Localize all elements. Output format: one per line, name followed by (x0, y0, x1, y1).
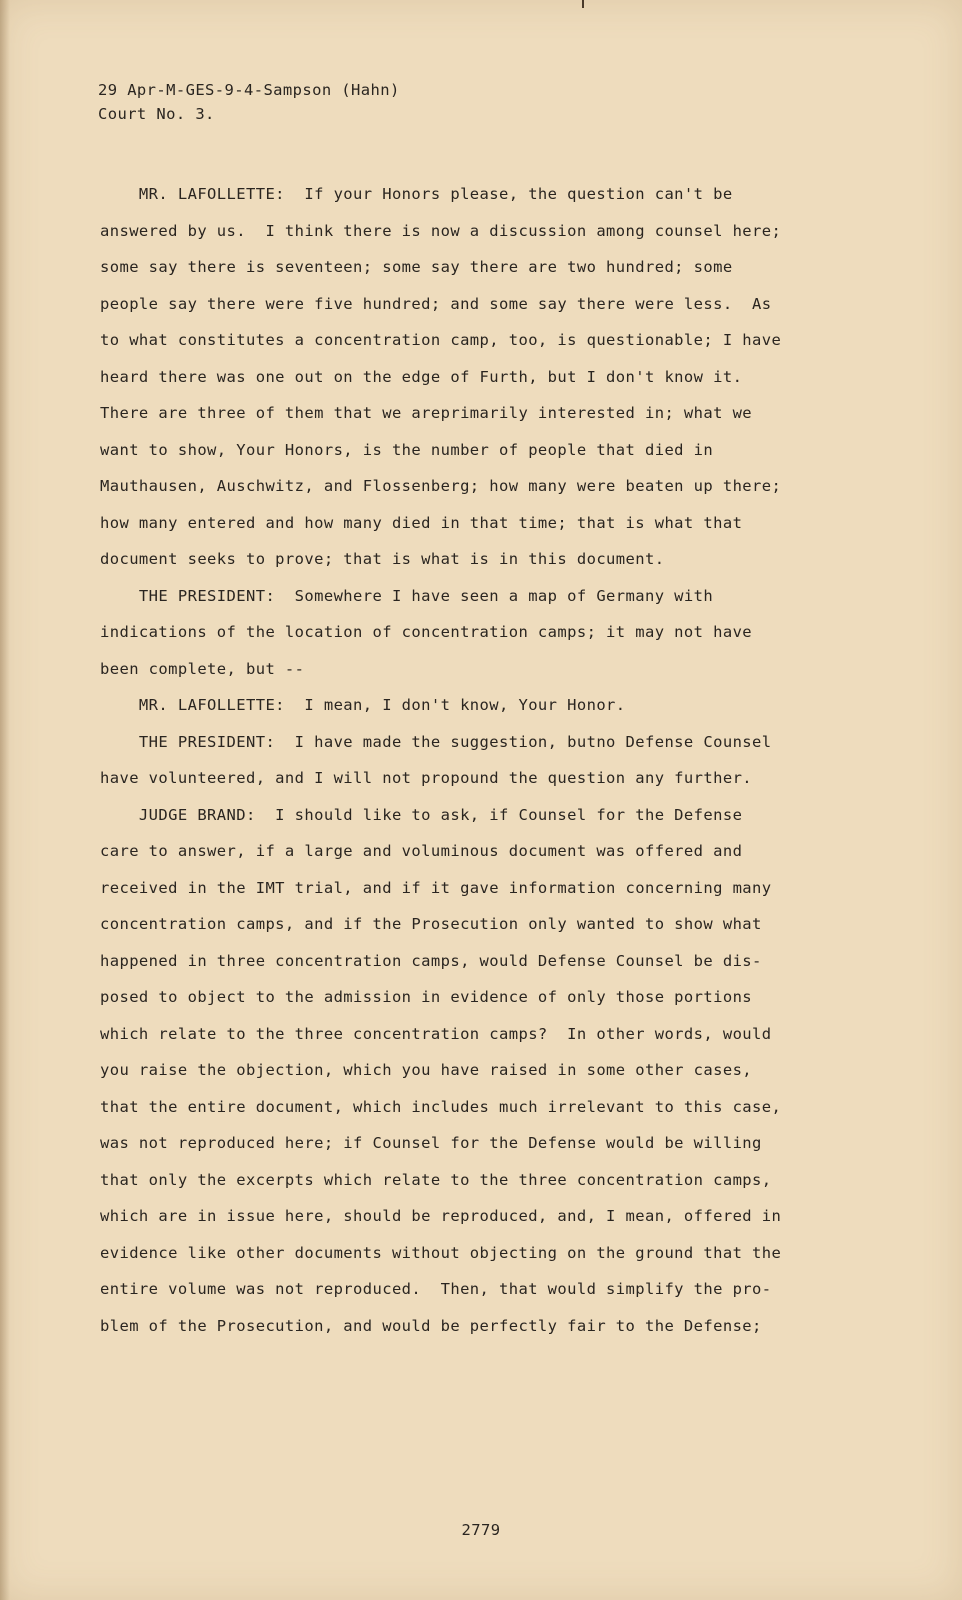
transcript-line: that only the excerpts which relate to the three concentration camps, (100, 1170, 772, 1189)
transcript-line: received in the IMT trial, and if it gave information concerning many (100, 878, 772, 897)
transcript-line: MR. LAFOLLETTE: If your Honors please, the question can't be (100, 185, 733, 203)
transcript-line: posed to object to the admission in evidence of only those portions (100, 988, 753, 1006)
transcript-line: entire volume was not reproduced. Then, that would simplify the pro- (100, 1280, 772, 1298)
transcript-body (100, 176, 820, 1344)
transcript-line: heard there was one out on the edge of Furth, but I don't know it. (100, 367, 743, 386)
transcript-line: MR. LAFOLLETTE: I mean, I don't know, Your Honor. (100, 696, 626, 714)
transcript-line: THE PRESIDENT: I have made the suggestion, butno Defense Counsel (100, 732, 772, 751)
transcript-line: indications of the location of concentration camps; it may not have (100, 623, 753, 641)
transcript-line: evidence like other documents without objecting on the ground that the (100, 1243, 782, 1262)
transcript-line: want to show, Your Honors, is the number of people that died in (100, 440, 714, 459)
transcript-line: document seeks to prove; that is what is in this document. (100, 550, 665, 568)
transcript-line: care to answer, if a large and voluminous document was offered and (100, 842, 743, 860)
header-reference: 29 Apr-M-GES-9-4-Sampson (Hahn) (98, 81, 400, 99)
transcript-line: which are in issue here, should be reproduced, and, I mean, offered in (100, 1207, 782, 1225)
transcript-line: was not reproduced here; if Counsel for the Defense would be willing (100, 1134, 762, 1152)
transcript-line: some say there is seventeen; some say there are two hundred; some (100, 258, 733, 276)
transcript-line: concentration camps, and if the Prosecution only wanted to show what (100, 915, 762, 933)
transcript-line: been complete, but -- (100, 659, 305, 678)
page-number: 2779 (461, 1521, 501, 1539)
transcript-line: Mauthausen, Auschwitz, and Flossenberg; how many were beaten up there; (100, 477, 782, 495)
transcript-line: happened in three concentration camps, would Defense Counsel be dis- (100, 951, 762, 970)
transcript-line: which relate to the three concentration camps? In other words, would (100, 1024, 772, 1043)
top-edge-mark (582, 0, 584, 8)
transcript-line: THE PRESIDENT: Somewhere I have seen a map of Germany with (100, 586, 714, 605)
transcript-line: how many entered and how many died in that time; that is what that (100, 513, 743, 532)
transcript-line: people say there were five hundred; and some say there were less. As (100, 294, 772, 313)
transcript-line: that the entire document, which includes much irrelevant to this case, (100, 1097, 782, 1116)
page-edge-shadow (0, 0, 10, 1600)
header-court: Court No. 3. (98, 105, 215, 123)
transcript-line: JUDGE BRAND: I should like to ask, if Counsel for the Defense (100, 805, 743, 824)
transcript-line: to what constitutes a concentration camp, too, is questionable; I have (100, 331, 782, 349)
transcript-line: blem of the Prosecution, and would be perfectly fair to the Defense; (100, 1316, 762, 1335)
transcript-line: have volunteered, and I will not propound the question any further. (100, 769, 753, 787)
transcript-line: answered by us. I think there is now a discussion among counsel here; (100, 221, 782, 240)
transcript-line: There are three of them that we areprimarily interested in; what we (100, 404, 753, 422)
transcript-line: you raise the objection, which you have raised in some other cases, (100, 1061, 753, 1079)
document-header (98, 78, 400, 126)
